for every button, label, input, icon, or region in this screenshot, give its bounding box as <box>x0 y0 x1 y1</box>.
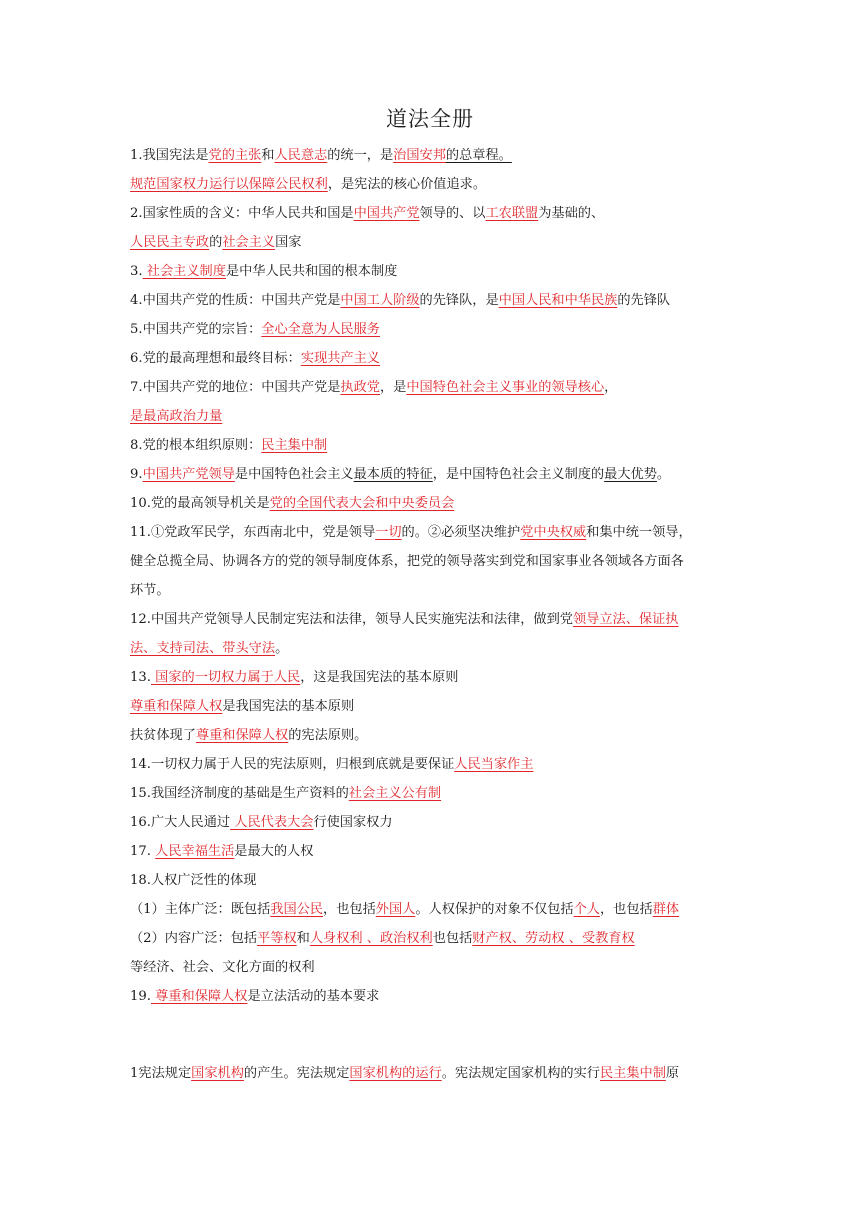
line-text: 8.党的根本组织原则： <box>130 438 262 453</box>
text-line <box>130 257 740 286</box>
highlighted-answer: 人民当家作主 <box>454 757 534 772</box>
text-line <box>130 286 740 315</box>
line-text: 也包括 <box>432 931 473 946</box>
line-text: 2.国家性质的含义：中华人民共和国是 <box>130 206 354 221</box>
line-text: （2）内容广泛：包括 <box>130 931 258 946</box>
document-body <box>130 141 740 1088</box>
highlighted-answer: 领导立法、保证执 <box>572 612 679 627</box>
text-line <box>130 518 740 547</box>
highlighted-answer: 党的主张 <box>208 148 262 163</box>
text-line <box>130 982 740 1011</box>
line-text: 的统一，是 <box>327 148 394 163</box>
line-text: 的先锋队 <box>617 293 671 308</box>
text-line <box>130 837 740 866</box>
highlighted-answer: 全心全意为人民服务 <box>261 322 380 337</box>
line-text: 17. <box>130 844 156 859</box>
line-text: ，是 <box>379 380 407 395</box>
text-line <box>130 779 740 808</box>
highlighted-answer: 实现共产主义 <box>300 351 380 366</box>
line-text: 是中国特色社会主义 <box>234 467 354 482</box>
text-line <box>130 895 740 924</box>
highlighted-answer: 民主集中制 <box>261 438 328 453</box>
highlighted-answer: 工农联盟 <box>485 206 539 221</box>
line-text: 的宪法原则。 <box>288 728 368 743</box>
line-text: 原 <box>665 1066 680 1081</box>
underlined-text: 最本质的特征 <box>353 467 433 482</box>
highlighted-answer: 中国共产党领导 <box>142 467 235 482</box>
bottom-text-line <box>130 1059 740 1088</box>
text-line <box>130 228 740 257</box>
highlighted-answer: 一切 <box>375 525 402 540</box>
line-text: ，是宪法的核心价值追求。 <box>327 177 487 192</box>
text-line <box>130 431 740 460</box>
line-text: ，这是我国宪法的基本原则 <box>300 670 459 685</box>
highlighted-answer: 社会主义 <box>222 235 276 250</box>
line-text: 的先锋队，是 <box>419 293 499 308</box>
line-text: 等经济、社会、文化方面的权利 <box>130 960 315 975</box>
line-text: 国家 <box>275 235 302 250</box>
line-text: 环节。 <box>130 583 170 598</box>
line-text: ，也包括 <box>323 902 376 917</box>
line-text: 9. <box>130 467 143 482</box>
section-gap <box>130 1011 740 1059</box>
underlined-text: 最大优势 <box>604 467 657 482</box>
highlighted-answer: 中国共产党 <box>353 206 420 221</box>
line-text: 13. <box>130 670 151 685</box>
text-line <box>130 402 740 431</box>
highlighted-answer: 人身权利 、政治权利 <box>309 931 433 946</box>
line-text: 为基础的、 <box>538 206 605 221</box>
highlighted-answer: 国家的一切权力属于人民 <box>150 670 301 685</box>
text-line <box>130 924 740 953</box>
line-text: 18.人权广泛性的体现 <box>130 873 257 888</box>
highlighted-answer: 规范国家权力运行以保障公民权利 <box>130 177 328 192</box>
line-text: 14.一切权力属于人民的宪法原则，归根到底就是要保证 <box>130 757 455 772</box>
line-text: 是我国宪法的基本原则 <box>222 699 355 714</box>
line-text: 和 <box>261 148 275 163</box>
line-text: 的。②必须坚决维护 <box>401 525 521 540</box>
line-text: ，也包括 <box>599 902 653 917</box>
text-line <box>130 750 740 779</box>
text-line <box>130 663 740 692</box>
text-line <box>130 489 740 518</box>
highlighted-answer: 财产权、劳动权 、受教育权 <box>472 931 635 946</box>
line-text: 健全总揽全局、协调各方的党的领导制度体系，把党的领导落实到党和国家事业各领域各方面各 <box>130 554 684 569</box>
highlighted-answer: 法、支持司法、带头守法 <box>130 641 276 656</box>
line-text: 是立法活动的基本要求 <box>247 989 380 1004</box>
highlighted-answer: 尊重和保障人权 <box>130 699 223 714</box>
highlighted-answer: 国家机构 <box>191 1066 244 1081</box>
line-text: 1.我国宪法是 <box>130 148 209 163</box>
text-line <box>130 373 740 402</box>
line-text: 。 <box>656 467 671 482</box>
highlighted-answer: 个人 <box>573 902 600 917</box>
line-text: 3. <box>130 264 143 279</box>
highlighted-answer: 党的全国代表大会和中央委员会 <box>269 496 455 511</box>
text-line <box>130 141 740 170</box>
line-text: 7.中国共产党的地位：中国共产党是 <box>130 380 341 395</box>
line-text: 行使国家权力 <box>313 815 393 830</box>
highlighted-answer: 中国工人阶级 <box>340 293 420 308</box>
highlighted-answer: 党中央权威 <box>520 525 587 540</box>
line-text: 。宪法规定国家机构的实行 <box>441 1066 600 1081</box>
highlighted-answer: 平等权 <box>257 931 297 946</box>
highlighted-answer: 尊重和保障人权 <box>195 728 289 743</box>
text-line <box>130 721 740 750</box>
highlighted-answer: 人民幸福生活 <box>155 844 235 859</box>
text-line <box>130 634 740 663</box>
text-line <box>130 692 740 721</box>
highlighted-answer: 人民意志 <box>274 148 328 163</box>
line-text: 5.中国共产党的宗旨： <box>130 322 262 337</box>
line-text: ， <box>604 380 618 395</box>
highlighted-answer: 群体 <box>652 902 680 917</box>
line-text: 领导的、以 <box>419 206 486 221</box>
highlighted-answer: 中国特色社会主义事业的领导核心 <box>406 380 605 395</box>
highlighted-answer: 外国人 <box>375 902 416 917</box>
underlined-text: 的总章程。 <box>445 148 512 163</box>
line-text: 。人权保护的对象不仅包括 <box>415 902 574 917</box>
line-text: 是最大的人权 <box>234 844 314 859</box>
highlighted-answer: 人民代表大会 <box>230 815 314 830</box>
highlighted-answer: 社会主义制度 <box>142 264 226 279</box>
highlighted-answer: 执政党 <box>340 380 380 395</box>
line-text: 11.①党政军民学，东西南北中，党是领导 <box>130 525 376 540</box>
highlighted-answer: 国家机构的运行 <box>349 1066 442 1081</box>
line-text: 4.中国共产党的性质：中国共产党是 <box>130 293 341 308</box>
text-line <box>130 605 740 634</box>
line-text: 12.中国共产党领导人民制定宪法和法律，领导人民实施宪法和法律，做到党 <box>130 612 573 627</box>
highlighted-answer: 是最高政治力量 <box>130 409 223 424</box>
line-text: 扶贫体现了 <box>130 728 196 743</box>
highlighted-answer: 我国公民 <box>270 902 324 917</box>
text-line <box>130 547 740 576</box>
text-line <box>130 953 740 982</box>
line-text: ，是中国特色社会主义制度的 <box>432 467 605 482</box>
highlighted-answer: 治国安邦 <box>393 148 446 163</box>
highlighted-answer: 中国人民和中华民族 <box>498 293 618 308</box>
highlighted-answer: 人民民主专政 <box>130 235 210 250</box>
highlighted-answer: 民主集中制 <box>599 1066 666 1081</box>
text-line <box>130 170 740 199</box>
text-line <box>130 315 740 344</box>
text-line <box>130 866 740 895</box>
highlighted-answer: 尊重和保障人权 <box>150 989 248 1004</box>
line-text: 的 <box>209 235 223 250</box>
line-text: 和 <box>296 931 310 946</box>
line-text: （1）主体广泛：既包括 <box>130 902 271 917</box>
line-text: 1宪法规定 <box>130 1066 192 1081</box>
text-line <box>130 460 740 489</box>
line-text: 10.党的最高领导机关是 <box>130 496 270 511</box>
text-line <box>130 199 740 228</box>
line-text: 6.党的最高理想和最终目标： <box>130 351 301 366</box>
line-text: 的产生。宪法规定 <box>243 1066 350 1081</box>
line-text: 16.广大人民通过 <box>130 815 231 830</box>
text-line <box>130 344 740 373</box>
line-text: 。 <box>275 641 289 656</box>
line-text: 是中华人民共和国的根本制度 <box>225 264 398 279</box>
document-title: 道法全册 <box>386 107 474 131</box>
text-line <box>130 576 740 605</box>
text-line <box>130 808 740 837</box>
line-text: 19. <box>130 989 151 1004</box>
line-text: 15.我国经济制度的基础是生产资料的 <box>130 786 349 801</box>
highlighted-answer: 社会主义公有制 <box>348 786 442 801</box>
line-text: 和集中统一领导， <box>586 525 692 540</box>
